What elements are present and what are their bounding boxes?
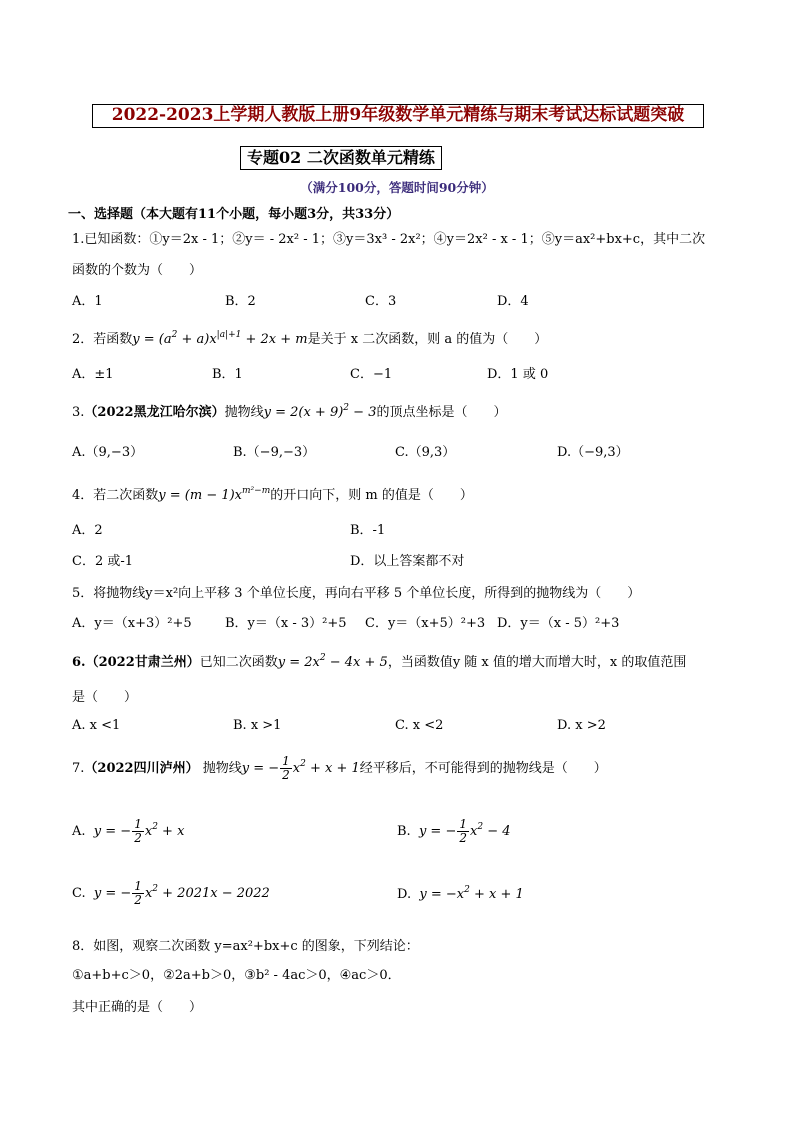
q6-option-d: D. x >2 (557, 718, 606, 733)
q2-formula: $y = (a^2 + a)x^{|a|+1} + 2x + m$ (132, 330, 308, 347)
q2-stem (72, 328, 547, 347)
q5-option-d: D．y＝（x - 5）²+3 (497, 616, 620, 631)
section-title: 一、选择题（本大题有11个小题，每小题3分，共33分） (68, 207, 400, 222)
q7-option-c-formula: y = − $\frac{1}{2}$ $x^2 + 2021x - 2022$ (89, 879, 270, 907)
q8-stem: 8．如图，观察二次函数 y=ax²+bx+c 的图象，下列结论： (72, 939, 419, 954)
q2-option-b: B．1 (212, 367, 243, 382)
q1-option-a: A．1 (72, 294, 103, 309)
q7-option-c (72, 880, 270, 907)
q7-option-d-formula: $y = -x^2 + x + 1$ (415, 885, 524, 902)
q1-option-d: D．4 (497, 294, 529, 309)
q2-option-a: A．±1 (72, 367, 114, 382)
q4-stem-post: 的开口向下，则 m 的值是（ ） (270, 488, 473, 503)
q1-option-b: B．2 (225, 294, 256, 309)
q3-option-b: B.（−9,−3） (233, 445, 316, 460)
q4-option-c: C．2 或-1 (72, 554, 134, 569)
q1-option-c: C．3 (365, 294, 397, 309)
q6-stem-post: ，当函数值y 随 x 值的增大而增大时，x 的取值范围 (387, 655, 687, 670)
q7-stem (72, 755, 607, 782)
q7-option-a (72, 818, 184, 845)
q5-option-a: A．y＝（x+3）²+5 (72, 616, 192, 631)
score-time-note: （满分100分，答题时间90分钟） (300, 180, 494, 195)
q7-stem-pre: 抛物线 (202, 761, 242, 776)
series-banner: 2022-2023上学期人教版上册9年级数学单元精练与期末考试达标试题突破 (92, 104, 704, 128)
q3-number: 3. (72, 405, 85, 420)
q5-option-c: C．y＝（x+5）²+3 (365, 616, 486, 631)
q7-source: （2022四川泸州） (84, 761, 199, 776)
q3-stem-post: 的顶点坐标是（ ） (376, 405, 507, 420)
q6-stem-pre: 已知二次函数 (199, 655, 278, 670)
q4-option-a: A．2 (72, 523, 103, 538)
q1-stem-line2: 函数的个数为（ ） (72, 263, 203, 278)
q7-option-b (397, 818, 511, 845)
q2-option-d: D．1 或 0 (487, 367, 549, 382)
q3-option-c: C.（9,3） (395, 445, 456, 460)
q7-option-b-label: B. (397, 824, 411, 839)
q7-number: 7. (72, 761, 85, 776)
q3-source: （2022黑龙江哈尔滨） (84, 405, 225, 420)
q7-option-b-formula: y = − $\frac{1}{2}$ $x^2 - 4$ (414, 817, 511, 845)
topic-title: 专题02 二次函数单元精练 (240, 146, 442, 170)
q2-stem-pre: 2．若函数 (72, 332, 133, 347)
q6-stem-line2: 是（ ） (72, 690, 138, 705)
q7-option-a-label: A. (72, 824, 86, 839)
q4-stem (72, 484, 473, 503)
q4-stem-pre: 4．若二次函数 (72, 488, 159, 503)
q7-stem-post: 经平移后，不可能得到的抛物线是（ ） (359, 761, 607, 776)
q6-option-c: C. x <2 (395, 718, 444, 733)
q6-formula: $y = 2x^2 - 4x + 5$ (277, 653, 388, 670)
q3-formula: $y = 2(x + 9)^2 - 3$ (263, 403, 377, 420)
q7-option-d (397, 887, 524, 902)
q3-stem-pre: 抛物线 (224, 405, 264, 420)
q2-stem-post: 是关于 x 二次函数，则 a 的值为（ ） (307, 332, 548, 347)
q1-stem-line1: 1.已知函数：①y＝2x - 1；②y＝ - 2x² - 1；③y＝3x³ - 2x²；④y＝2x² - x - 1；⑤y＝ax²+bx+c，其中二次 (72, 232, 706, 247)
q8-question: 其中正确的是（ ） (72, 1000, 203, 1015)
q3-option-d: D.（−9,3） (557, 445, 629, 460)
q7-option-c-label: C. (72, 886, 86, 901)
q6-option-b: B. x >1 (233, 718, 282, 733)
q5-stem: 5．将抛物线y＝x²向上平移 3 个单位长度，再向右平移 5 个单位长度，所得到的抛物线为（ ） (72, 586, 641, 601)
q3-option-a: A.（9,−3） (72, 445, 144, 460)
q6-option-a: A. x <1 (72, 718, 121, 733)
q3-stem (72, 401, 506, 420)
q6-stem (72, 651, 686, 670)
q7-option-d-label: D. (397, 887, 412, 902)
q4-formula: $y = (m - 1)x^{m^2-m}$ (158, 486, 271, 503)
q2-option-c: C．−1 (350, 367, 393, 382)
q4-option-b: B．-1 (350, 523, 386, 538)
q4-option-d: D．以上答案都不对 (350, 554, 465, 569)
q5-option-b: B．y＝（x - 3）²+5 (225, 616, 347, 631)
q7-option-a-formula: y = − $\frac{1}{2}$ $x^2 + x$ (89, 817, 185, 845)
q6-source: 6.（2022甘肃兰州） (72, 655, 200, 670)
q8-statements: ①a+b+c＞0，②2a+b＞0，③b² - 4ac＞0，④ac＞0． (72, 968, 401, 983)
q7-formula: y = − $\frac{1}{2}$ $x^2 + x + 1$ (241, 754, 360, 782)
